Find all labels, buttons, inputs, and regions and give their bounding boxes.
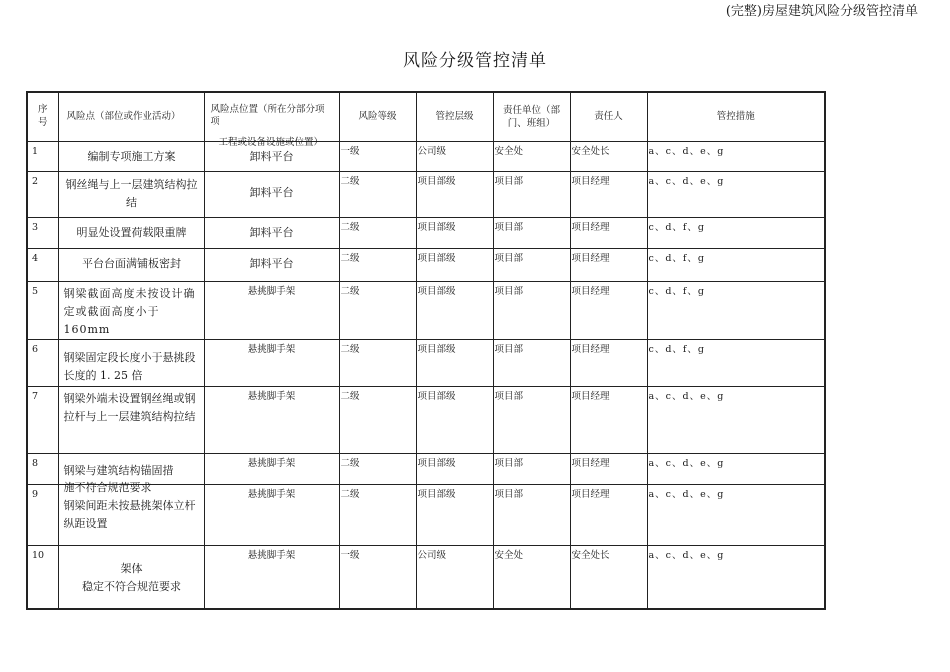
cell-no: 9 [27,484,58,545]
col-header-unit: 责任单位（部门、班组） [493,92,570,141]
table-row [27,386,825,453]
cell-location: 卸料平台 [204,171,339,217]
cell-risk-point: 明显处设置荷载限重牌 [58,217,204,248]
cell-location: 悬挑脚手架 [204,386,339,453]
cell-measures: a、c、d、e、g [647,453,825,484]
cell-person: 项目经理 [570,339,647,386]
cell-control-level: 项目部级 [416,217,493,248]
cell-level: 二级 [339,484,416,545]
cell-no: 1 [27,141,58,171]
table-row [27,545,825,609]
cell-risk-point: 编制专项施工方案 [58,141,204,171]
cell-person: 项目经理 [570,453,647,484]
cell-person: 项目经理 [570,171,647,217]
table-row [27,248,825,281]
cell-control-level: 项目部级 [416,171,493,217]
cell-risk-point: 钢丝绳与上一层建筑结构拉结 [58,171,204,217]
cell-measures: a、c、d、e、g [647,141,825,171]
cell-unit: 项目部 [493,484,570,545]
cell-control-level: 项目部级 [416,453,493,484]
cell-unit: 项目部 [493,248,570,281]
col-header-risk-point: 风险点（部位或作业活动） [58,92,204,141]
col-header-location-cont: 工程或设备设施或位置） [218,137,324,148]
cell-risk-point: 钢梁外端未设置钢丝绳或钢拉杆与上一层建筑结构拉结 [58,386,204,453]
cell-measures: c、d、f、g [647,248,825,281]
cell-measures: a、c、d、e、g [647,171,825,217]
cell-unit: 项目部 [493,386,570,453]
cell-location: 卸料平台 [204,217,339,248]
cell-level: 一级 [339,545,416,609]
cell-risk-point: 钢梁固定段长度小于悬挑段长度的 1. 25 倍 [58,339,204,386]
cell-level: 二级 [339,386,416,453]
cell-risk-point: 平台台面满铺板密封 [58,248,204,281]
table-row [27,484,825,545]
cell-person: 项目经理 [570,484,647,545]
table-row [27,141,825,171]
cell-level: 二级 [339,248,416,281]
cell-location: 悬挑脚手架 [204,453,339,484]
col-header-measures: 管控措施 [647,92,825,141]
risk-control-table [26,91,826,610]
cell-unit: 项目部 [493,339,570,386]
cell-person: 项目经理 [570,386,647,453]
cell-risk-point: 钢梁与建筑结构锚固措 [58,453,204,484]
cell-location: 悬挑脚手架 [204,545,339,609]
cell-unit: 安全处 [493,141,570,171]
cell-no: 5 [27,281,58,339]
cell-control-level: 项目部级 [416,386,493,453]
table-row [27,281,825,339]
col-header-person: 责任人 [570,92,647,141]
cell-level: 二级 [339,339,416,386]
cell-no: 10 [27,545,58,609]
cell-risk-point: 钢梁截面高度未按设计确定或截面高度小于160mm [58,281,204,339]
cell-measures: c、d、f、g [647,217,825,248]
risk-point-line-a: 施不符合规范要求 [63,480,152,494]
cell-person: 安全处长 [570,141,647,171]
risk-point-line-a: 架体 [120,561,143,575]
cell-measures: c、d、f、g [647,339,825,386]
table-row [27,339,825,386]
cell-risk-point [58,545,204,609]
cell-unit: 安全处 [493,545,570,609]
table-row [27,217,825,248]
document-header-note: (完整)房屋建筑风险分级管控清单 [725,4,918,19]
cell-level: 二级 [339,171,416,217]
cell-measures: a、c、d、e、g [647,386,825,453]
cell-level: 一级 [339,141,416,171]
col-header-level: 风险等级 [339,92,416,141]
cell-location: 卸料平台 [204,248,339,281]
cell-level: 二级 [339,453,416,484]
cell-measures: a、c、d、e、g [647,545,825,609]
cell-control-level: 项目部级 [416,484,493,545]
cell-person: 项目经理 [570,248,647,281]
cell-unit: 项目部 [493,217,570,248]
cell-person: 项目经理 [570,217,647,248]
cell-measures: a、c、d、e、g [647,484,825,545]
cell-level: 二级 [339,281,416,339]
cell-no: 6 [27,339,58,386]
cell-unit: 项目部 [493,171,570,217]
cell-person: 项目经理 [570,281,647,339]
cell-person: 安全处长 [570,545,647,609]
table-row [27,171,825,217]
cell-location: 悬挑脚手架 [204,281,339,339]
risk-point-line-b: 钢梁间距未按悬挑架体立杆纵距设置 [63,498,196,530]
cell-measures: c、d、f、g [647,281,825,339]
cell-control-level: 项目部级 [416,281,493,339]
col-header-no: 序 号 [27,92,58,141]
cell-location: 卸料平台 [204,141,339,171]
page-title: 风险分级管控清单 [403,51,547,71]
cell-location: 悬挑脚手架 [204,484,339,545]
cell-no: 7 [27,386,58,453]
col-header-location: 风险点位置（所在分部分项 项 工程或设备设施或位置） [204,92,339,141]
cell-unit: 项目部 [493,453,570,484]
cell-level: 二级 [339,217,416,248]
cell-control-level: 公司级 [416,141,493,171]
cell-no: 8 [27,453,58,484]
table-header-row [27,92,825,141]
cell-location: 悬挑脚手架 [204,339,339,386]
cell-no: 2 [27,171,58,217]
risk-point-line-b: 稳定不符合规范要求 [82,579,181,593]
col-header-control-level: 管控层级 [416,92,493,141]
cell-no: 4 [27,248,58,281]
cell-no: 3 [27,217,58,248]
cell-risk-point [58,480,204,545]
cell-control-level: 公司级 [416,545,493,609]
cell-control-level: 项目部级 [416,248,493,281]
cell-unit: 项目部 [493,281,570,339]
cell-control-level: 项目部级 [416,339,493,386]
